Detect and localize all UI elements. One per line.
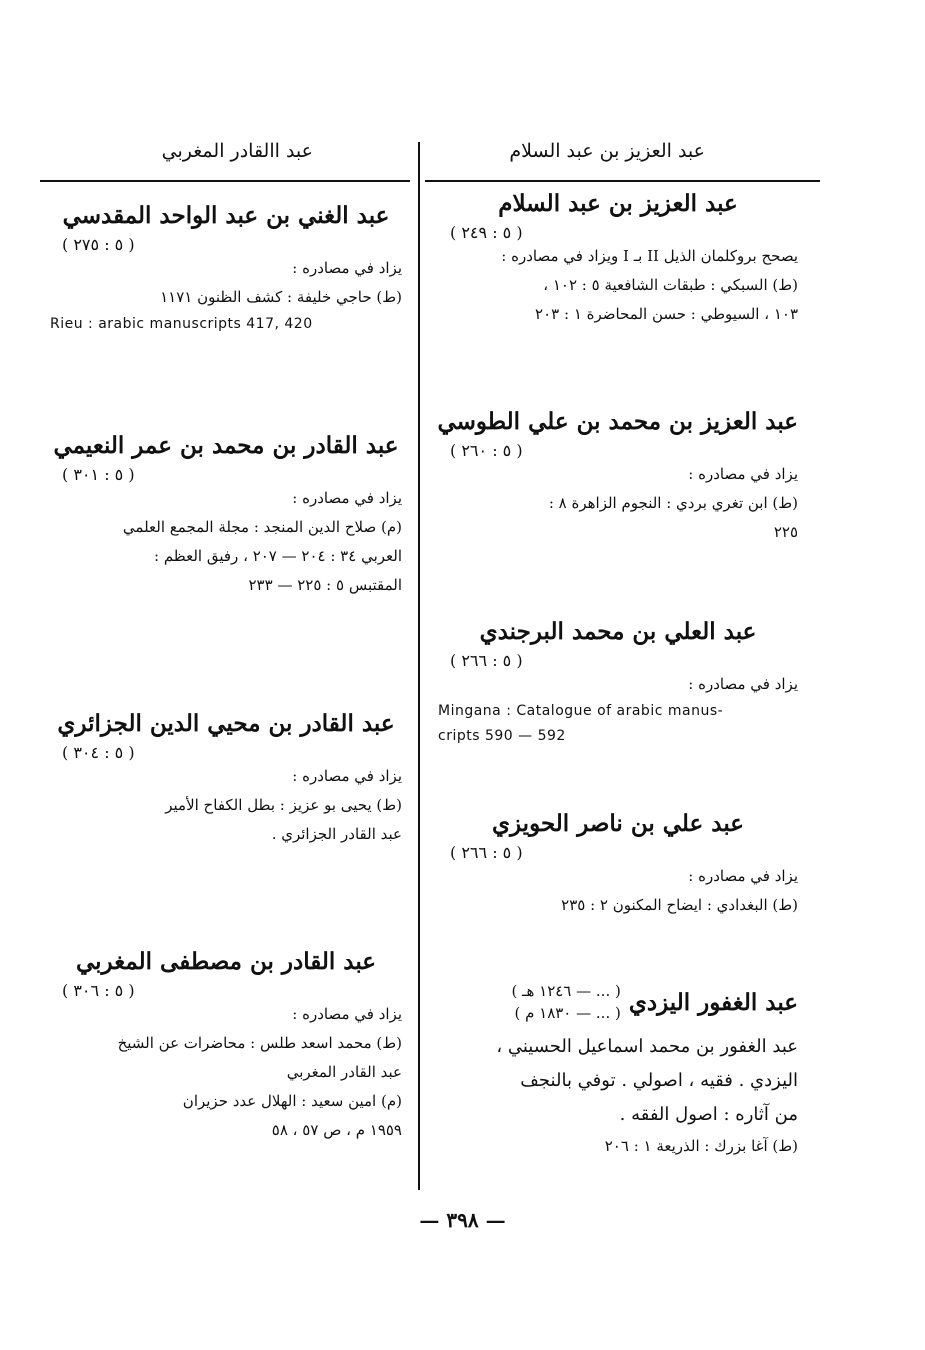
entry-title-row: [438, 980, 798, 1024]
entry-bio-line: عبد الغفور بن محمد اسماعيل الحسيني ،: [496, 1036, 798, 1057]
entry-line: يزاد في مصادره :: [292, 259, 402, 277]
entry-dates: ( ٥ : ٣٠٤ ): [62, 743, 135, 762]
entry-title: عبد علي بن ناصر الحويزي: [491, 810, 745, 837]
entry-line: يزاد في مصادره :: [292, 489, 402, 507]
entry-line: ٢٢٥: [773, 523, 798, 541]
entry-line: (ط) آغا بزرك : الذريعة ١ : ٢٠٦: [604, 1137, 798, 1155]
entry-abd-al-aziz-al-tusi: [438, 408, 798, 547]
header-rule-left: [40, 180, 410, 182]
column-divider: [418, 142, 420, 1190]
entry-line: (ط) السبكي : طبقات الشافعية ٥ : ١٠٢ ،: [543, 276, 798, 294]
entry-bio-line: من آثاره : اصول الفقه .: [619, 1104, 798, 1125]
entry-title: عبد العزيز بن محمد بن علي الطوسي: [437, 408, 798, 435]
entry-title: عبد الغني بن عبد الواحد المقدسي: [62, 202, 390, 229]
entry-dates-gregorian: ( ... — ١٨٣٠ م ): [514, 1004, 621, 1022]
entry-dates: ( ٥ : ٢٦٠ ): [450, 441, 523, 460]
entry-line: يزاد في مصادره :: [688, 465, 798, 483]
entry-line: يزاد في مصادره :: [292, 767, 402, 785]
entry-line: يزاد في مصادره :: [688, 867, 798, 885]
entry-bio-line: اليزدي . فقيه ، اصولي . توفي بالنجف: [520, 1070, 798, 1091]
entry-line: (م) صلاح الدين المنجد : مجلة المجمع العلمي: [122, 518, 402, 536]
entry-title: عبد الغفور اليزدي: [628, 988, 798, 1016]
entry-title: عبد القادر بن محيي الدين الجزائري: [57, 710, 395, 737]
entry-line: العربي ٣٤ : ٢٠٤ — ٢٠٧ ، رفيق العظم :: [154, 547, 402, 565]
entry-dates-hijri: ( ... — ١٢٤٦ هـ ): [511, 982, 621, 1000]
entry-dates: ( ٥ : ٢٧٥ ): [62, 235, 135, 254]
entry-line: (ط) يحيى بو عزيز : بطل الكفاح الأمير: [165, 796, 402, 814]
page-number: — ٣٩٨ —: [419, 1208, 506, 1232]
entry-abd-al-ali-al-birjandi: [438, 618, 798, 749]
entry-latin-line: Rieu : arabic manuscripts 417, 420: [50, 316, 313, 332]
entry-line: (ط) حاجي خليفة : كشف الظنون ١١٧١: [160, 288, 402, 306]
entry-abd-al-qadir-al-maghribi: [50, 948, 402, 1145]
entry-line: يصحح بروكلمان الذيل II بـ I ويزاد في مصادره :: [501, 247, 798, 265]
entry-abd-al-aziz-ibn-abd-al-salam: [438, 190, 798, 329]
entry-abd-al-qadir-al-nuaymi: [50, 432, 402, 600]
entry-line: (ط) محمد اسعد طلس : محاضرات عن الشيخ: [117, 1034, 402, 1052]
entry-dates: ( ٥ : ٢٤٩ ): [450, 223, 523, 242]
entry-latin-line: Mingana : Catalogue of arabic manus-: [438, 703, 724, 719]
entry-abd-ali-al-huwayzi: [438, 810, 798, 920]
entry-line: (ط) البغدادي : ايضاح المكنون ٢ : ٢٣٥: [561, 896, 798, 914]
entry-latin-line: cripts 590 — 592: [438, 728, 566, 744]
entry-abd-al-qadir-al-jazairi: [50, 710, 402, 849]
entry-dates-stack: [511, 980, 620, 1024]
entry-line: ١٩٥٩ م ، ص ٥٧ ، ٥٨: [271, 1121, 402, 1139]
running-header-left: عبد االقادر المغربي: [161, 140, 313, 162]
entry-line: ١٠٣ ، السيوطي : حسن المحاضرة ١ : ٢٠٣: [535, 305, 798, 323]
entry-line: عبد القادر المغربي: [286, 1063, 402, 1081]
entry-title: عبد العلي بن محمد البرجندي: [479, 618, 757, 645]
entry-dates: ( ٥ : ٢٦٦ ): [450, 651, 523, 670]
header-rule-right: [425, 180, 820, 182]
entry-title: عبد القادر بن محمد بن عمر النعيمي: [53, 432, 399, 459]
entry-line: (ط) ابن تغري بردي : النجوم الزاهرة ٨ :: [548, 494, 798, 512]
entry-title: عبد القادر بن مصطفى المغربي: [75, 948, 377, 975]
entry-line: يزاد في مصادره :: [688, 675, 798, 693]
entry-dates: ( ٥ : ٣٠١ ): [62, 465, 135, 484]
running-header-right: عبد العزيز بن عبد السلام: [509, 140, 705, 162]
entry-line: (م) امين سعيد : الهلال عدد حزيران: [182, 1092, 402, 1110]
entry-abd-al-ghafur-al-yazdi: [438, 980, 798, 1161]
entry-title: عبد العزيز بن عبد السلام: [498, 190, 738, 217]
entry-dates: ( ٥ : ٢٦٦ ): [450, 843, 523, 862]
entry-line: المقتبس ٥ : ٢٢٥ — ٢٣٣: [248, 576, 402, 594]
entry-line: عبد القادر الجزائري .: [271, 825, 402, 843]
entry-abd-al-ghani-al-maqdisi: [50, 202, 402, 337]
entry-dates: ( ٥ : ٣٠٦ ): [62, 981, 135, 1000]
entry-line: يزاد في مصادره :: [292, 1005, 402, 1023]
